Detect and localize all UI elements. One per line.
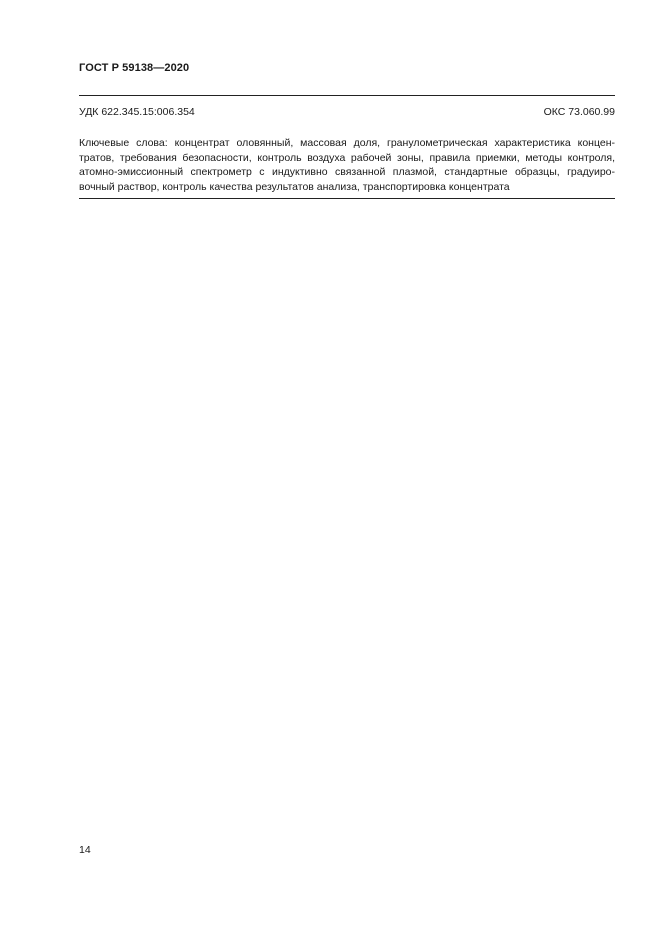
keywords-line: вочный раствор, контроль качества результатов анализа, транспортировка концентрата	[79, 180, 510, 193]
keywords-line: тратов, требования безопасности, контроль воздуха рабочей зоны, правила приемки, методы контроля,	[79, 151, 615, 164]
page-number: 14	[79, 844, 91, 856]
keywords-line: Ключевые слова: концентрат оловянный, массовая доля, гранулометрическая характеристика концен-	[79, 137, 615, 149]
standard-designation: ГОСТ Р 59138—2020	[79, 62, 190, 74]
top-divider	[79, 95, 615, 96]
oks-code: ОКС 73.060.99	[543, 106, 615, 118]
keywords-paragraph	[79, 136, 615, 194]
bottom-divider	[79, 198, 615, 199]
keywords-line: атомно-эмиссионный спектрометр с индуктивно связанной плазмой, стандартные образцы, градуиро-	[79, 166, 615, 179]
udk-code: УДК 622.345.15:006.354	[79, 106, 195, 118]
